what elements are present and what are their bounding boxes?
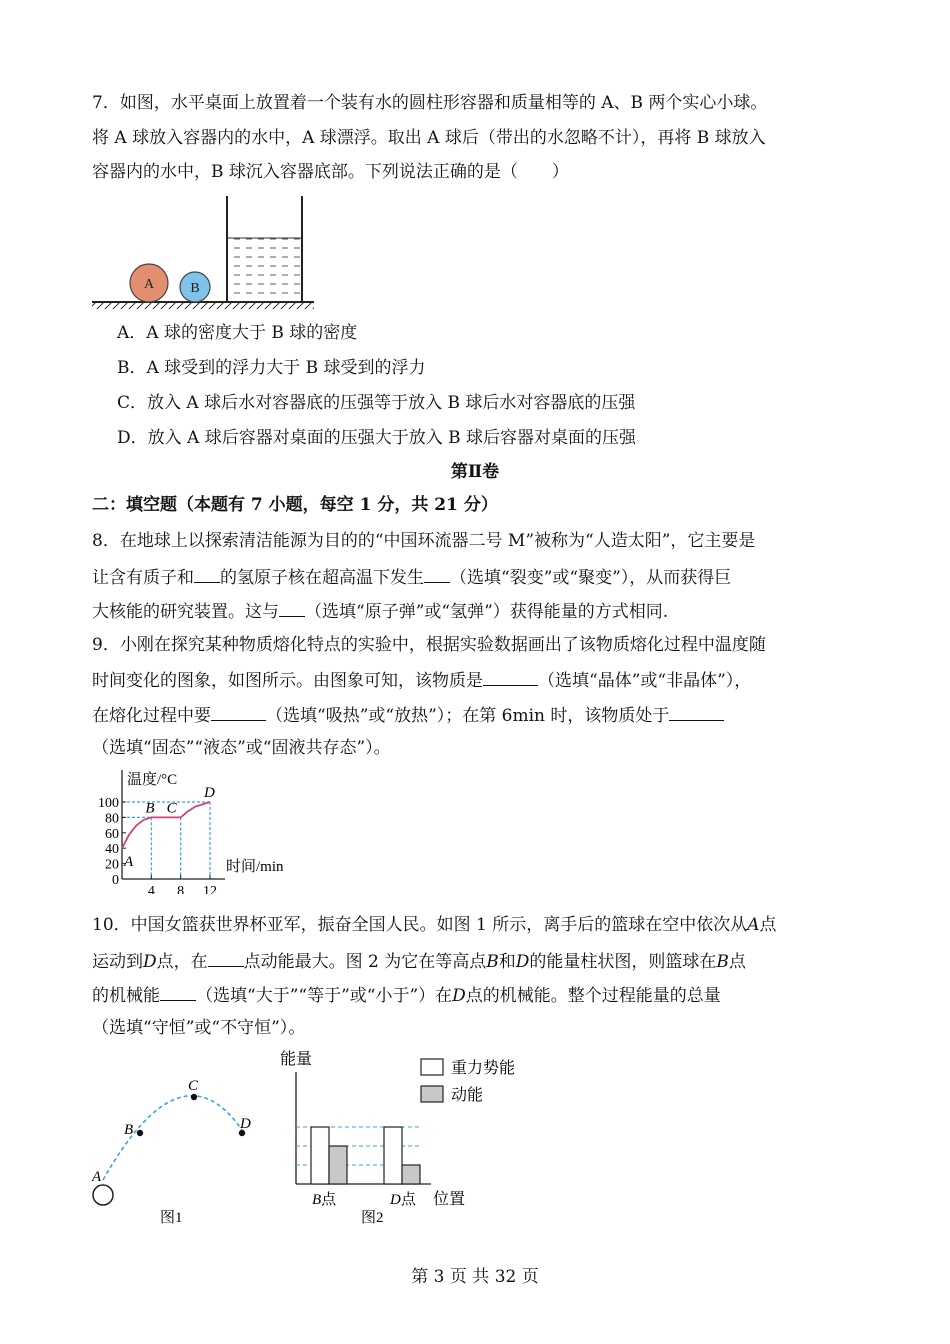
y-tick-label: 20 [105,857,119,873]
q8-text-line-2 [92,565,731,589]
q9-blank-1[interactable] [483,668,538,686]
y-tick-label: 80 [105,811,119,827]
y-tick-label: 40 [105,842,119,858]
q9-text: 时间变化的图象，如图所示。由图象可知，该物质是 [92,671,483,691]
q7-option-d: D．放入 A 球后容器对桌面的压强大于放入 B 球后容器对桌面的压强 [117,428,637,448]
basketball [93,1185,113,1205]
q10-figure-1 [86,1072,266,1242]
q9-text: 在熔化过程中要 [92,706,211,726]
point-label-d: D [204,785,215,801]
q10-text: 点 [759,915,777,935]
page-footer: 第 3 页 共 32 页 [411,1267,539,1287]
q9-text-line-4: （选填“固态”“液态”或“固液共存态”）。 [92,738,391,758]
x-tick-label: 4 [147,884,155,894]
q10-text: 点，在 [156,952,208,972]
q10-text-line-2 [92,949,746,973]
category-b-label: B点 [312,1192,337,1208]
q10-text: 点的机械能。整个过程能量的总量 [465,986,721,1006]
q9-text: （选填“晶体”或“非晶体”）， [538,671,752,691]
legend-kinetic-label: 动能 [451,1087,484,1104]
q9-blank-2[interactable] [211,703,266,721]
q9-blank-3[interactable] [669,703,724,721]
point-c-dot [191,1094,197,1100]
melting-chart [90,764,300,894]
section-heading: 二：填空题（本题有 7 小题，每空 1 分，共 21 分） [92,495,498,515]
y-tick-label: 100 [98,796,119,811]
q10-text: 的能量柱状图，则篮球在 [529,952,717,972]
q8-text: 让含有质子和 [92,568,194,588]
x-axis-label: 时间/min [226,859,284,875]
q10-text-line-3 [92,983,721,1007]
q10-text: 点动能最大。图 2 为它在等高点 [243,952,487,972]
q10-point-label: D [515,952,530,972]
table-hatch [92,302,314,309]
bar-potential-0 [311,1127,329,1184]
q9-text-line-2 [92,668,751,692]
q10-blank-2[interactable] [160,983,196,1001]
bar-kinetic-0 [329,1146,347,1184]
q10-text: 的机械能 [92,986,160,1006]
category-d-label: D点 [390,1192,416,1208]
q10-point-label: B [486,952,499,972]
q10-blank-1[interactable] [208,949,244,967]
point-label-a: A [124,854,134,871]
y-tick-label: 60 [105,826,119,842]
q8-text: 大核能的研究装置。这与 [92,602,279,622]
q7-text-line-2: 将 A 球放入容器内的水中，A 球漂浮。取出 A 球后（带出的水忽略不计），再将 B 球放入 [92,128,766,148]
q8-text: （选填“原子弹”或“氢弹”）获得能量的方式相同. [305,602,669,622]
q7-text-line-1: 7．如图，水平桌面上放置着一个装有水的圆柱形容器和质量相等的 A、B 两个实心小球。 [92,93,768,113]
point-b-label: B [124,1122,134,1138]
q10-text: 和 [498,952,516,972]
point-label-c: C [166,800,177,817]
energy-axis-label: 能量 [280,1051,313,1068]
energy-bars [311,1127,420,1184]
figure-1-caption: 图1 [160,1210,183,1226]
q8-blank-3[interactable] [279,599,305,617]
q10-point-label: D [452,986,466,1006]
chart-point-labels [123,785,215,870]
q10-text: （选填“大于”“等于”或“小于”）在 [196,986,453,1006]
x-tick-label: 12 [203,884,217,894]
q9-text-line-3 [92,703,724,727]
q10-point-label: B [716,952,729,972]
ball-a-label: A [143,277,155,292]
point-b-dot [137,1130,143,1136]
point-c-label: C [188,1078,199,1094]
part2-title: 第Ⅱ卷 [450,462,500,482]
q8-blank-1[interactable] [194,565,220,583]
q7-text-line-3: 容器内的水中，B 球沉入容器底部。下列说法正确的是（ ） [92,162,569,182]
y-tick-label: 0 [112,873,119,888]
q10-text-line-1 [92,914,777,936]
q8-blank-2[interactable] [424,565,450,583]
ball-b-label: B [190,281,200,296]
bar-kinetic-1 [402,1165,420,1184]
q8-text: （选填“裂变”或“聚变”），从而获得巨 [450,568,732,588]
q10-text: 点 [728,952,746,972]
q8-text-line-1: 8．在地球上以探索清洁能源为目的的“中国环流器二号 M”被称为“人造太阳”，它主要是 [92,531,756,551]
q10-point-label: A [747,915,760,935]
q10-figure-2 [276,1044,536,1232]
q7-option-b: B．A 球受到的浮力大于 B 球受到的浮力 [117,358,426,378]
x-tick-label: 8 [177,884,185,894]
q7-option-c: C．放入 A 球后水对容器底的压强等于放入 B 球后水对容器底的压强 [117,393,636,413]
q7-figure [88,190,323,316]
point-label-b: B [145,800,155,817]
legend-kinetic-swatch [421,1086,443,1102]
y-axis-label: 温度/°C [127,772,178,788]
q9-text: （选填“吸热”或“放热”）；在第 6min 时，该物质处于 [266,706,670,726]
q10-text: 运动到 [92,952,143,972]
legend-potential-swatch [421,1059,443,1075]
q10-text-line-4: （选填“守恒”或“不守恒”）。 [92,1018,306,1038]
q8-text-line-3 [92,599,668,623]
point-a-label: A [92,1169,102,1185]
point-d-label: D [240,1116,251,1132]
position-axis-label: 位置 [433,1191,466,1208]
q9-text-line-1: 9．小刚在探究某种物质熔化特点的实验中，根据实验数据画出了该物质熔化过程中温度随 [92,635,766,655]
water [228,238,301,302]
bar-potential-1 [384,1127,402,1184]
figure-2-caption: 图2 [361,1210,384,1226]
q10-text: 10．中国女篮获世界杯亚军，振奋全国人民。如图 1 所示，离手后的篮球在空中依次从 [92,915,748,935]
legend-potential-label: 重力势能 [451,1060,516,1077]
q10-point-label: D [143,952,157,972]
q7-option-a: A．A 球的密度大于 B 球的密度 [117,323,358,343]
q8-text: 的氢原子核在超高温下发生 [220,568,424,588]
